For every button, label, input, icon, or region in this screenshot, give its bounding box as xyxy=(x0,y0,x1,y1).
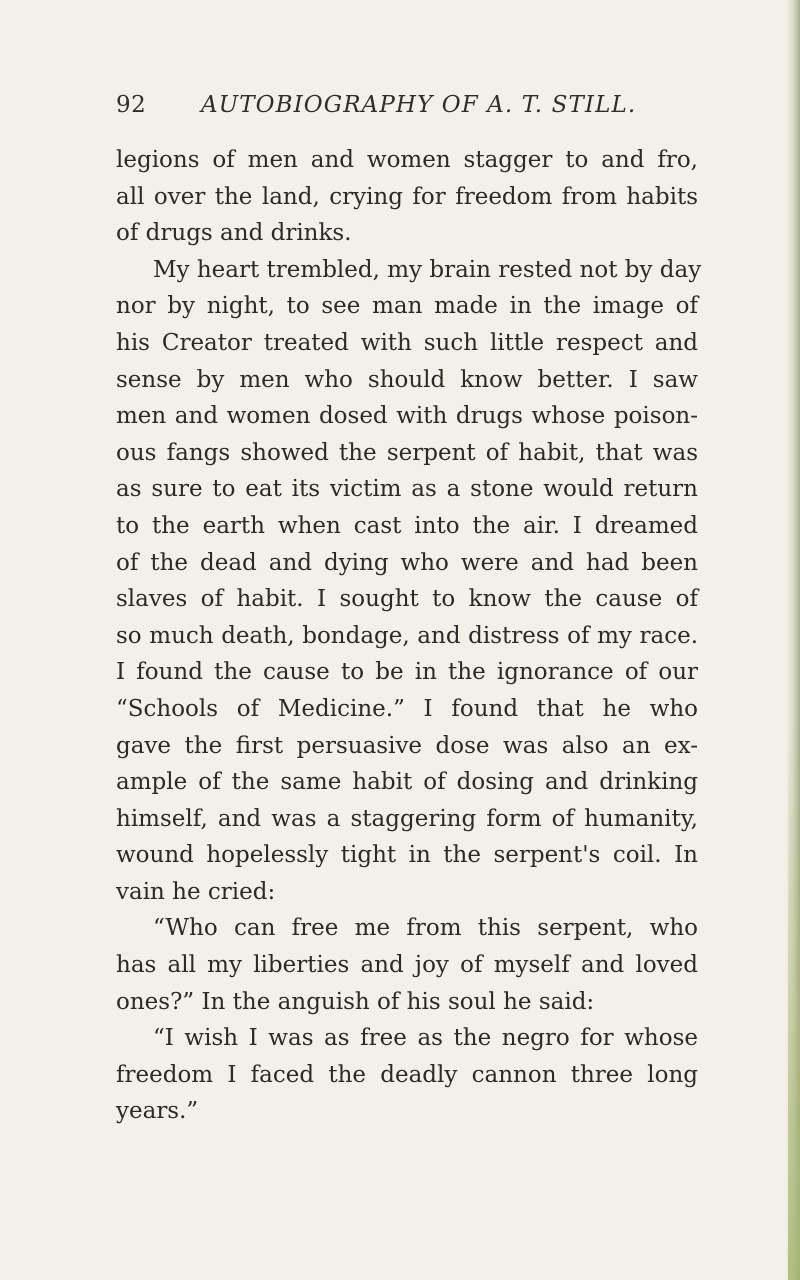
text-line: legions of men and women stagger to and fro, xyxy=(116,147,698,173)
text-line: vain he cried: xyxy=(116,878,276,905)
text-line: of drugs and drinks. xyxy=(116,220,352,247)
text-line: himself, and was a staggering form of humanity, xyxy=(116,805,698,832)
text-line: all over the land, crying for freedom from habits xyxy=(116,183,698,210)
page-edge-stain xyxy=(788,720,800,1280)
text-line: I found the cause to be in the ignorance of our xyxy=(116,659,698,686)
text-line: sense by men who should know better. I saw xyxy=(116,366,698,393)
text-line: ous fangs showed the serpent of habit, that was xyxy=(116,439,698,466)
text-line: of the dead and dying who were and had been xyxy=(116,549,698,576)
text-line: men and women dosed with drugs whose poison- xyxy=(116,403,698,430)
text-line: nor by night, to see man made in the image of xyxy=(116,293,698,320)
text-line: to the earth when cast into the air. I dreamed xyxy=(116,512,698,539)
text-line: as sure to eat its victim as a stone would return xyxy=(116,476,698,503)
text-line: wound hopelessly tight in the serpent's coil. In xyxy=(116,842,698,869)
text-line: “Who can free me from this serpent, who xyxy=(153,915,698,942)
running-head: AUTOBIOGRAPHY OF A. T. STILL. xyxy=(201,92,637,118)
text-line: has all my liberties and joy of myself and loved xyxy=(116,952,698,979)
text-line: years.” xyxy=(116,1098,199,1125)
text-line: ones?” In the anguish of his soul he said: xyxy=(116,988,595,1015)
page-number: 92 xyxy=(116,92,147,118)
text-line: so much death, bondage, and distress of my race. xyxy=(116,622,698,649)
text-line: gave the first persuasive dose was also an ex- xyxy=(116,732,698,759)
text-line: “I wish I was as free as the negro for whose xyxy=(153,1025,698,1052)
text-line: My heart trembled, my brain rested not by day xyxy=(153,256,702,283)
page-header xyxy=(116,92,637,128)
text-line: ample of the same habit of dosing and drinking xyxy=(116,769,698,796)
text-line: slaves of habit. I sought to know the cause of xyxy=(116,586,698,613)
text-line: freedom I faced the deadly cannon three long xyxy=(116,1061,698,1088)
body-text xyxy=(116,142,702,1130)
text-line: his Creator treated with such little respect and xyxy=(116,329,698,356)
text-line: “Schools of Medicine.” I found that he who xyxy=(116,695,698,722)
